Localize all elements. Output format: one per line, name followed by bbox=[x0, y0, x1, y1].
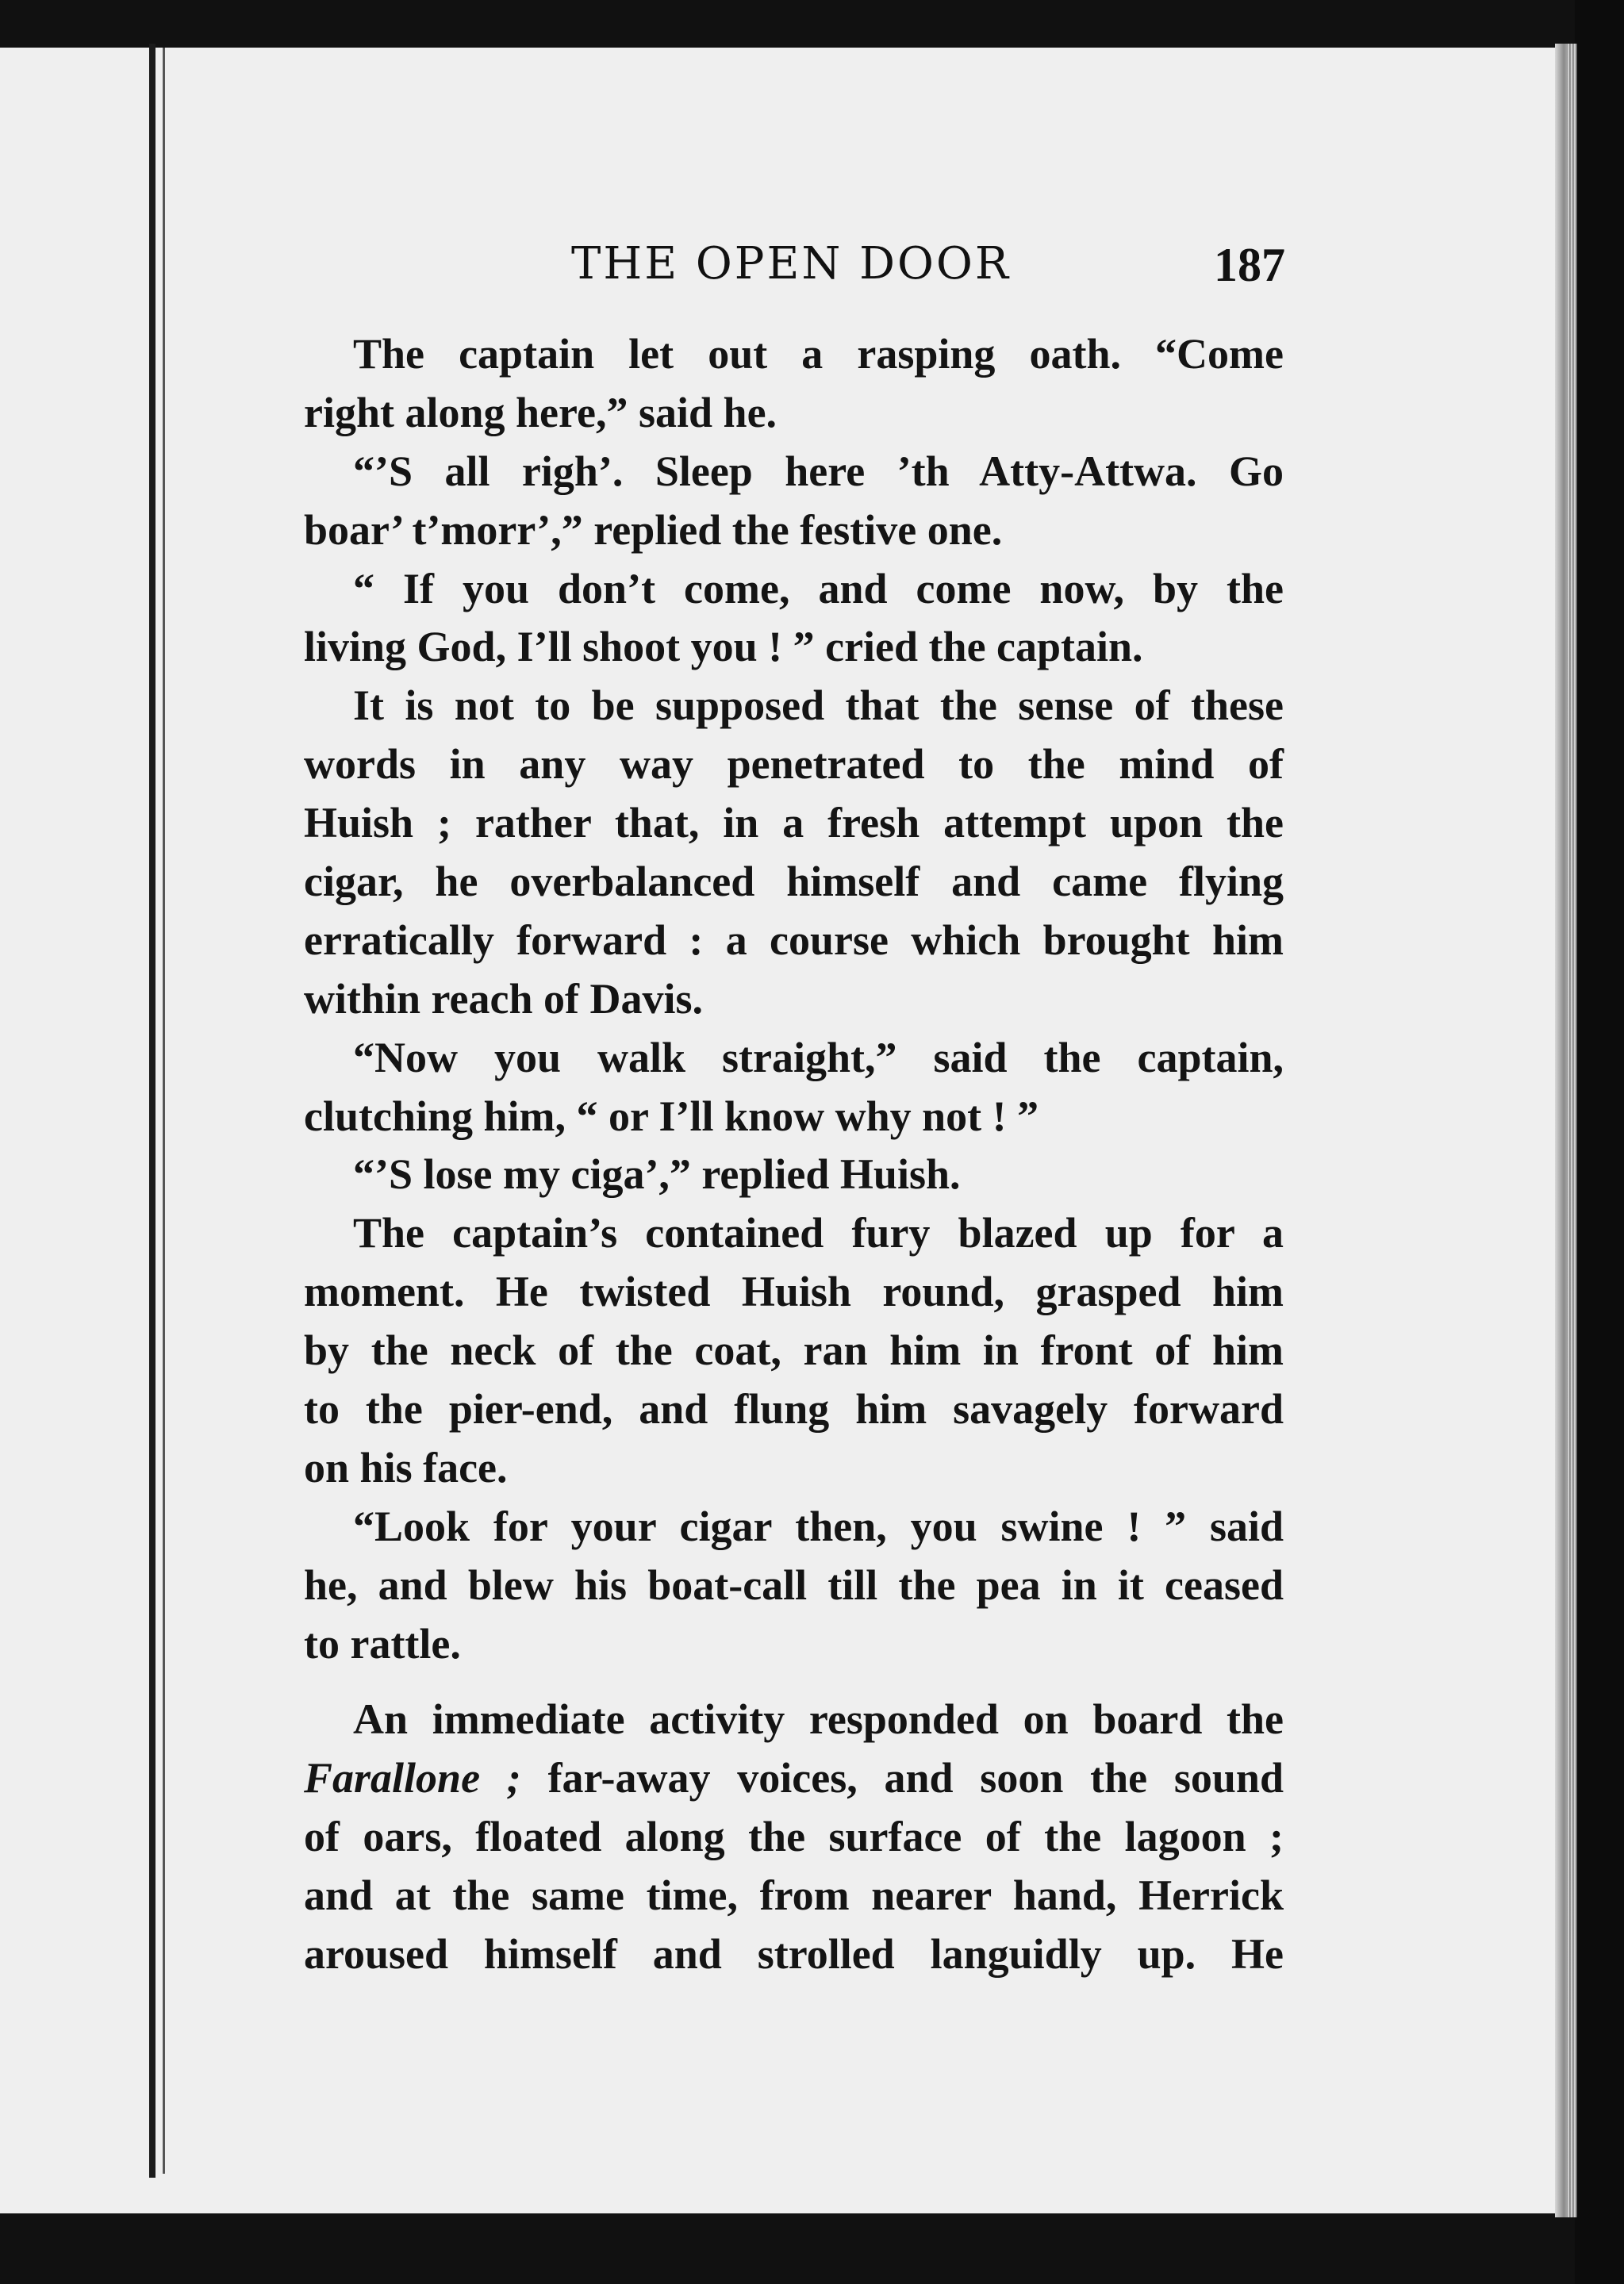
running-title: THE OPEN DOOR bbox=[571, 238, 1012, 290]
text-line: “Now you walk straight,” said the captain, bbox=[353, 1033, 1284, 1081]
text-line: It is not to be supposed that the sense of these bbox=[353, 681, 1284, 730]
text-line: moment. He twisted Huish round, grasped him bbox=[304, 1268, 1284, 1316]
text-line: right along here,” said he. bbox=[304, 388, 777, 436]
text-line: “’S lose my ciga’,” replied Huish. bbox=[353, 1150, 961, 1199]
text-line: erratically forward : a course which brought him bbox=[304, 916, 1284, 964]
text-line: “’S all righ’. Sleep here ’th Atty-Attwa. Go bbox=[353, 447, 1284, 495]
text-line: cigar, he overbalanced himself and came flying bbox=[304, 858, 1284, 906]
text-line: and at the same time, from nearer hand, Herrick bbox=[304, 1871, 1284, 1920]
text-line: aroused himself and strolled languidly up. He bbox=[304, 1930, 1284, 1979]
text-line: of oars, floated along the surface of the lagoon ; bbox=[304, 1813, 1284, 1861]
text-line-rest: far-away voices, and soon the sound bbox=[520, 1754, 1284, 1802]
text-line: An immediate activity responded on board the bbox=[353, 1695, 1284, 1744]
text-line: living God, I’ll shoot you ! ” cried the captain. bbox=[304, 623, 1143, 671]
page-number: 187 bbox=[1214, 239, 1285, 291]
text-line: Huish ; rather that, in a fresh attempt upon the bbox=[304, 799, 1284, 847]
scan-border-bottom bbox=[0, 2213, 1624, 2284]
text-line: The captain’s contained fury blazed up for a bbox=[353, 1209, 1284, 1257]
text-line: on his face. bbox=[304, 1443, 508, 1491]
body-text bbox=[304, 325, 1284, 1984]
text-line: “ If you don’t come, and come now, by the bbox=[353, 564, 1284, 612]
text-line: to the pier-end, and flung him savagely forward bbox=[304, 1385, 1284, 1434]
text-line: within reach of Davis. bbox=[304, 974, 704, 1023]
scan-border-right bbox=[1575, 0, 1624, 2284]
text-line: boar’ t’morr’,” replied the festive one. bbox=[304, 505, 1003, 554]
text-line: The captain let out a rasping oath. “Come bbox=[353, 330, 1284, 378]
page-gutter-line bbox=[163, 48, 165, 2174]
running-header bbox=[301, 238, 1285, 301]
text-line: to rattle. bbox=[304, 1619, 461, 1668]
ship-name-italic: Farallone ; bbox=[304, 1754, 521, 1802]
text-line: he, and blew his boat-call till the pea in it ceased bbox=[304, 1560, 1284, 1609]
page-gutter-edge bbox=[149, 44, 155, 2178]
text-line: words in any way penetrated to the mind of bbox=[304, 740, 1284, 789]
scan-border-top bbox=[0, 0, 1624, 48]
text-line: “Look for your cigar then, you swine ! ” said bbox=[353, 1502, 1284, 1550]
paragraph-gap bbox=[304, 1673, 1284, 1691]
text-line: clutching him, “ or I’ll know why not ! ” bbox=[304, 1092, 1039, 1140]
page-fore-edge-stripes bbox=[1567, 44, 1576, 2217]
text-line: by the neck of the coat, ran him in front of him bbox=[304, 1326, 1284, 1375]
text-line-with-italic bbox=[304, 1749, 1284, 1808]
